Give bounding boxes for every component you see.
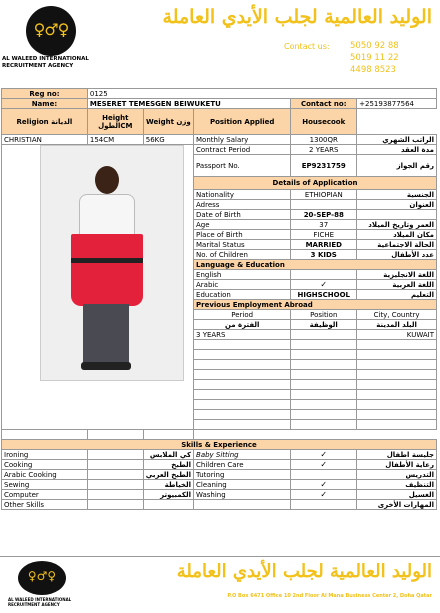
skill-label: Computer [2,490,88,500]
blank-cell [357,109,437,135]
contact-label: Contact us: [284,42,330,51]
header [0,0,440,84]
logo-people-icon: ♀♂♀ [33,20,69,39]
skill-check [291,500,357,510]
skill-check [87,460,143,470]
city-header: City, Country [357,310,437,320]
skill-label: Ironing [2,450,88,460]
skill-label: Other Skills [2,500,88,510]
contract-label-ar: مدة العقد [357,145,437,155]
salary-value: 1300QR [291,135,357,145]
field-label-ar [357,210,437,220]
name-row [2,99,437,109]
salary-label: Monthly Salary [194,135,291,145]
field-label: Adress [194,200,291,210]
period-header: Period [194,310,291,320]
name-value: MESERET TEMESGEN BEIWUKETU [87,99,291,109]
field-value: FICHE [291,230,357,240]
skill-label-ar: التنظيف [357,480,437,490]
field-value: 20-SEP-88 [291,210,357,220]
skill-check [291,470,357,480]
skill-label-ar: الخياطة [143,480,193,490]
salary-label-ar: الراتب الشهري [357,135,437,145]
english-label-ar: اللغة الانجليزية [357,270,437,280]
contract-value: 2 YEARS [291,145,357,155]
skill-check-icon: ✓ [291,490,357,500]
weight-value: 56KG [143,135,193,145]
education-label: Education [194,290,291,300]
skill-check [87,480,143,490]
field-label: Place of Birth [194,230,291,240]
weight-label: Weight وزن [143,109,193,135]
field-label-ar: الحالة الاجتماعية [357,240,437,250]
skill-label: Cooking [2,460,88,470]
skill-label: Cleaning [194,480,291,490]
skill-label-ar: كي الملابس [143,450,193,460]
skill-label: Sewing [2,480,88,490]
position-value: Housecook [291,109,357,135]
skill-label-ar: الكمبيوتر [143,490,193,500]
skill-label-ar: الطبخ العربي [143,470,193,480]
passport-label-ar: رقم الجواز [357,155,437,177]
photo-cell [2,145,194,430]
footer-address: P.O Box 6471 Office 10 2nd Floor Al Mana Business Center 2, Doha Qatar [227,593,432,599]
employment-position [291,330,357,340]
height-value: 154CM [87,135,143,145]
english-label: English [194,270,291,280]
contact-no-value: +25193877564 [357,99,437,109]
field-label-ar: عدد الأطفال [357,250,437,260]
field-value: 37 [291,220,357,230]
phone-number: 5019 11 22 [350,53,399,63]
name-label: Name: [2,99,88,109]
skills-row [2,460,437,470]
field-label: No. of Children [194,250,291,260]
phone-list [350,40,399,76]
passport-value: EP9231759 [291,155,357,177]
agency-name: AL WALEED INTERNATIONAL RECRUITMENT AGENCY [2,56,89,69]
skill-label: Washing [194,490,291,500]
city-header-ar: البلد المدينة [357,320,437,330]
field-label: Nationality [194,190,291,200]
skills-row [2,490,437,500]
field-label: Marital Status [194,240,291,250]
field-label: Date of Birth [194,210,291,220]
field-value: 3 KIDS [291,250,357,260]
skill-label [194,500,291,510]
agency-logo [18,6,84,58]
religion-value: CHRISTIAN [2,135,88,145]
skills-row [2,450,437,460]
skill-label-ar: جليسة اطفال [357,450,437,460]
footer-logo-people-icon: ♀♂♀ [27,569,57,583]
position-label: Position Applied [194,109,291,135]
footer [0,556,440,613]
passport-label: Passport No. [194,155,291,177]
field-label-ar: مكان الميلاد [357,230,437,240]
height-label: Height الطولCM [87,109,143,135]
field-label: Age [194,220,291,230]
application-title: Details of Application [194,177,437,190]
footer-agency-name: AL WALEED INTERNATIONAL RECRUITMENT AGENCY [8,597,72,607]
applicant-photo [40,145,184,381]
skill-label: Children Care [194,460,291,470]
employment-city: KUWAIT [357,330,437,340]
contract-row [2,145,437,155]
skill-label-ar: رعاية الأطفال [357,460,437,470]
skills-section [2,440,437,450]
english-check [291,270,357,280]
footer-arabic-title: الوليد العالمية لجلب الأيدي العاملة [176,561,432,582]
field-value [291,200,357,210]
contact-no-label: Contact no: [291,99,357,109]
position-header-ar: الوظيفة [291,320,357,330]
phone-number: 4498 8523 [350,65,396,75]
salary-row [2,135,437,145]
profile-header-row [2,109,437,135]
arabic-label-ar: اللغة العربية [357,280,437,290]
position-header: Position [291,310,357,320]
period-header-ar: الفترة من [194,320,291,330]
skill-label-ar [143,500,193,510]
field-label-ar: العنوان [357,200,437,210]
skill-label-ar: التدريس [357,470,437,480]
skill-label-ar: الطبخ [143,460,193,470]
phone-number: 5050 92 88 [350,41,399,51]
reg-no-label: Reg no: [2,89,88,99]
cv-table [1,88,437,510]
arabic-check-icon: ✓ [291,280,357,290]
skill-check [87,450,143,460]
skill-label: Baby Sitting [194,450,291,460]
skills-row [2,480,437,490]
arabic-agency-title: الوليد العالمية لجلب الأيدي العاملة [162,6,432,28]
skill-label-ar: الغسيل [357,490,437,500]
skill-check [87,500,143,510]
skill-check [87,470,143,480]
employment-title: Previous Employment Abroad [194,300,437,310]
skill-label-ar: المهارات الأخرى [357,500,437,510]
skill-check [87,490,143,500]
field-label-ar: العمر وتاريخ الميلاد [357,220,437,230]
reg-row [2,89,437,99]
arabic-label: Arabic [194,280,291,290]
skill-check-icon: ✓ [291,450,357,460]
education-value: HIGHSCHOOL [291,290,357,300]
field-value: MARRIED [291,240,357,250]
employment-period: 3 YEARS [194,330,291,340]
skills-row [2,500,437,510]
skills-title: Skills & Experience [2,440,437,450]
skill-label: Arabic Cooking [2,470,88,480]
spacer-row [2,430,437,440]
education-label-ar: التعليم [357,290,437,300]
language-title: Language & Education [194,260,437,270]
skill-check-icon: ✓ [291,460,357,470]
contract-label: Contract Period [194,145,291,155]
reg-no-value: 0125 [87,89,436,99]
skill-label: Tutoring [194,470,291,480]
skills-row [2,470,437,480]
skill-check-icon: ✓ [291,480,357,490]
field-label-ar: الجنسية [357,190,437,200]
field-value: ETHIOPIAN [291,190,357,200]
religion-label: Religion الديانة [2,109,88,135]
